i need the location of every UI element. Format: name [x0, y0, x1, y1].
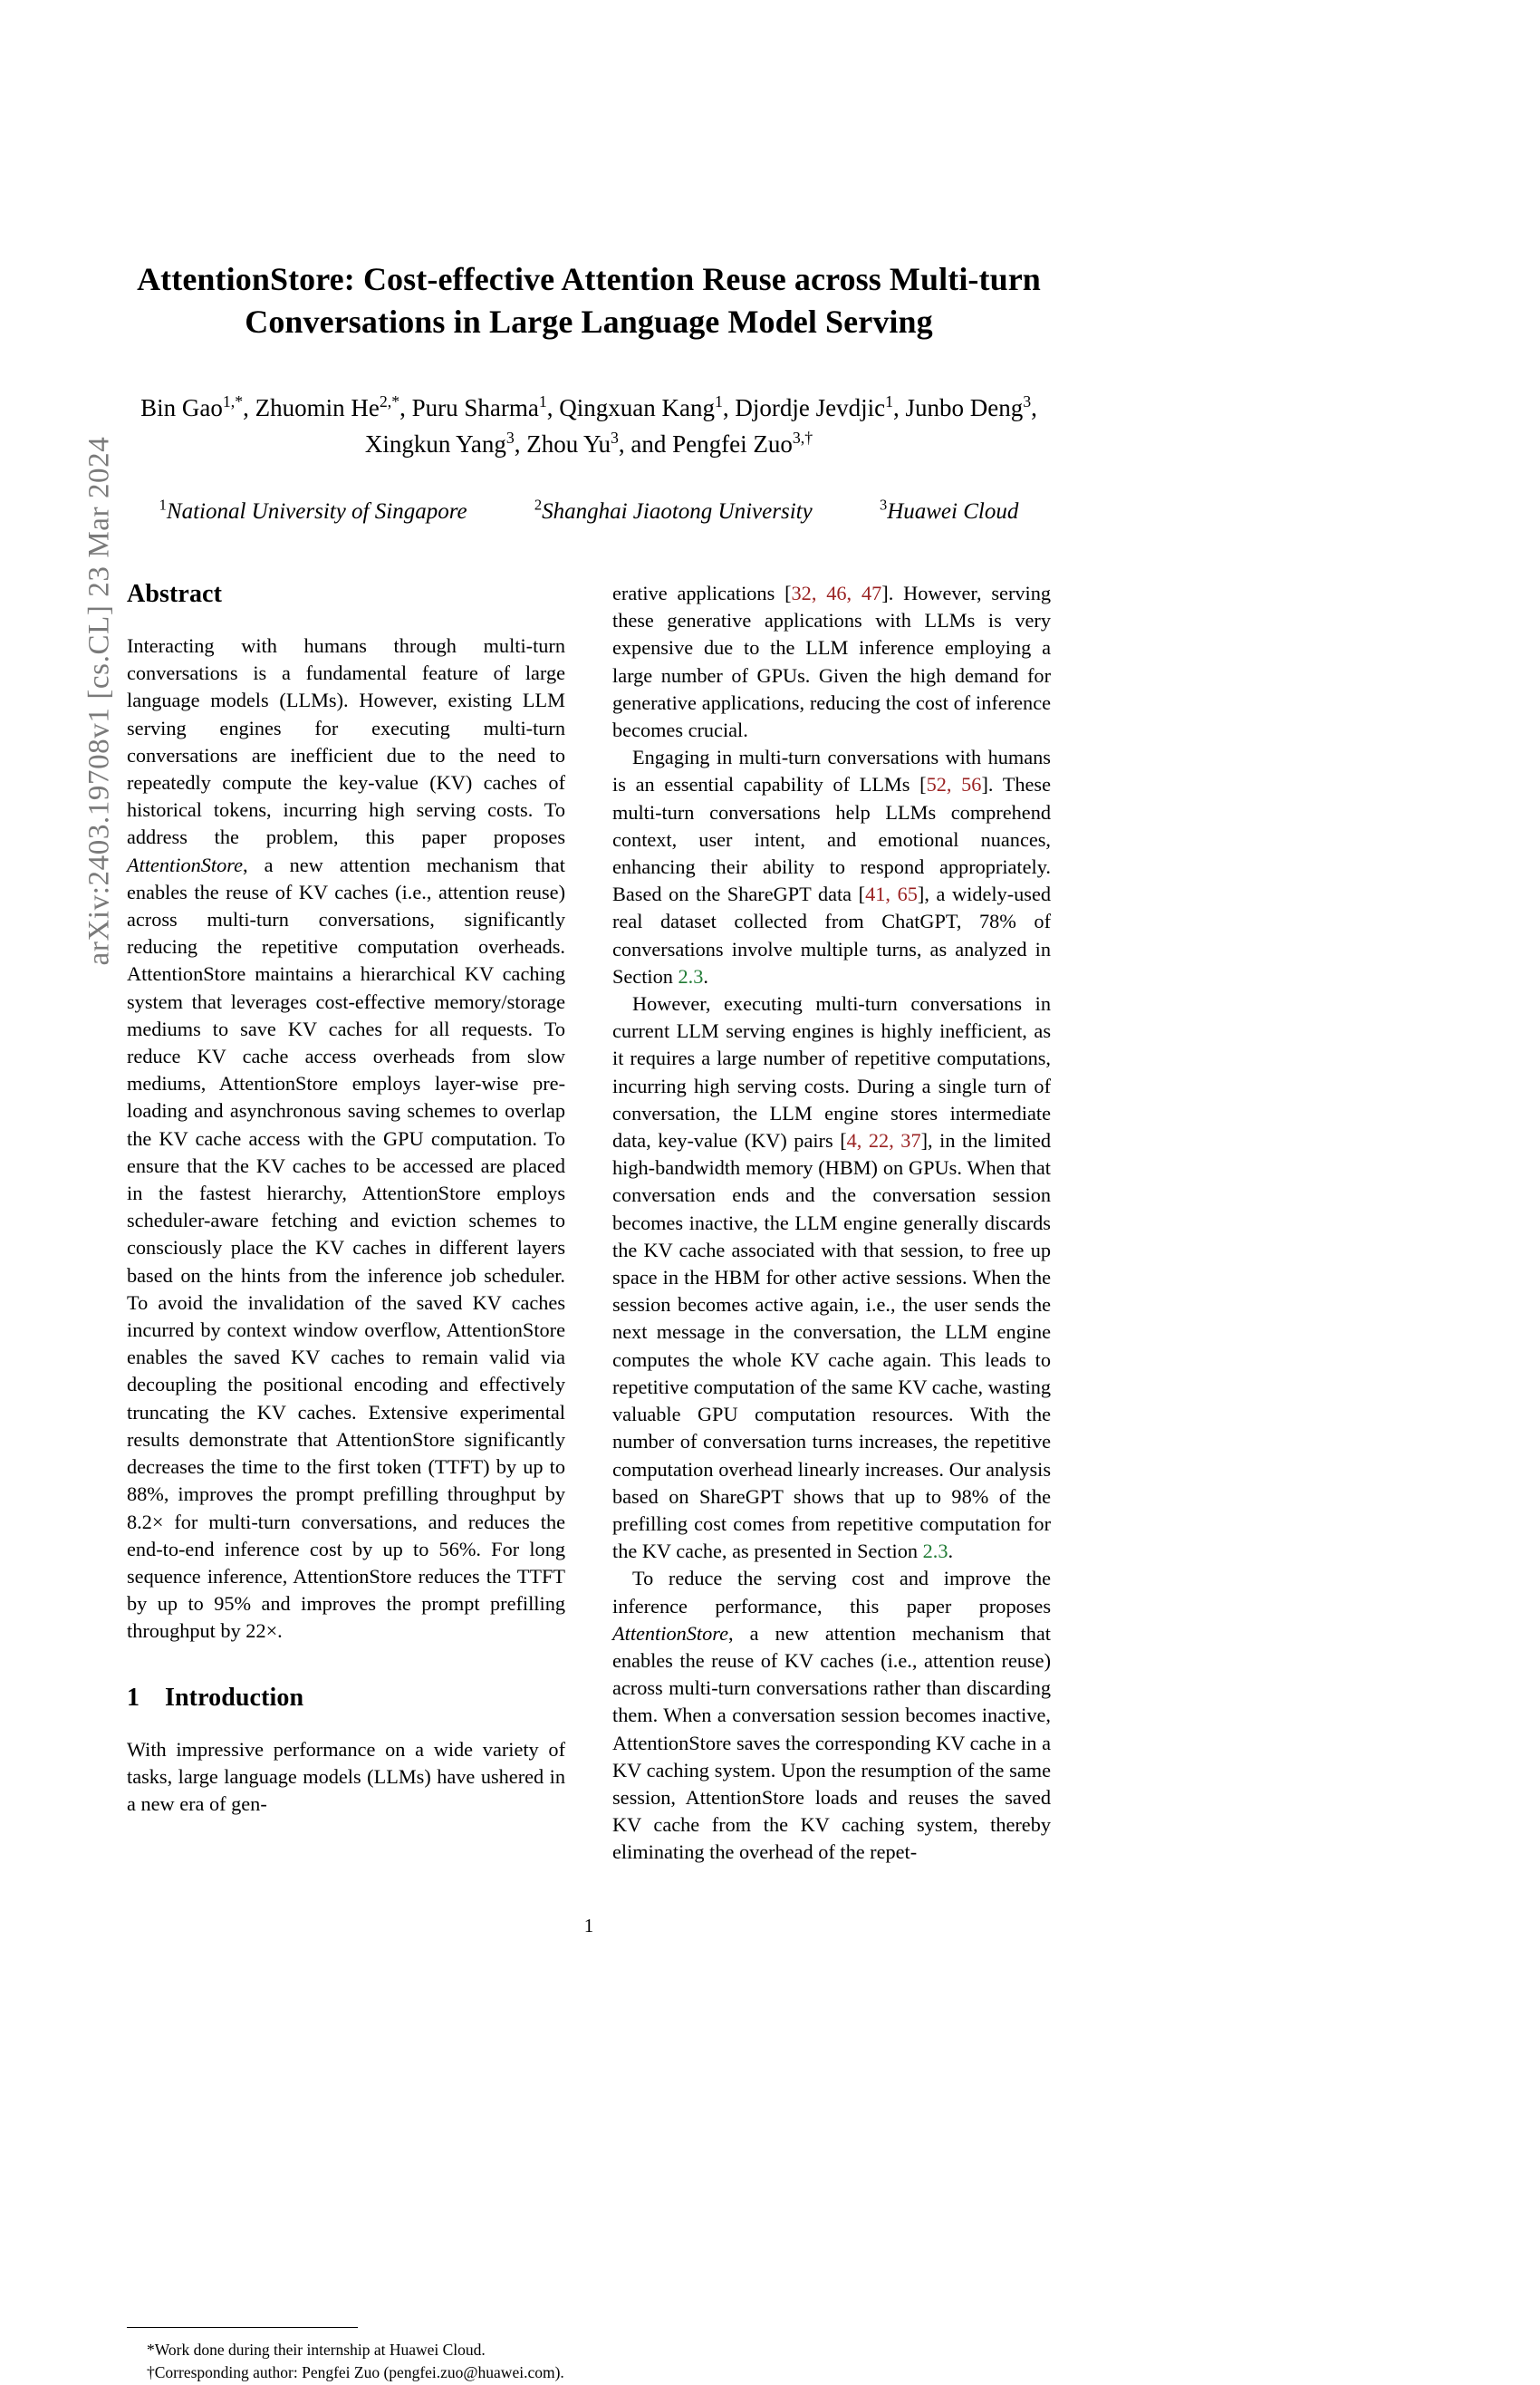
para2-tail: . — [703, 964, 708, 988]
author-name: Qingxuan Kang — [559, 393, 715, 421]
introduction-paragraph-1-right — [612, 580, 1051, 744]
author-line-2: Xingkun Yang$^3$, Zhou Yu$^3$, and Pengfei Zuo$^{3,\dagger}$ — [364, 428, 813, 458]
section-cross-ref[interactable]: 2.3 — [678, 964, 704, 988]
title-block — [127, 0, 1051, 525]
footnote-asterisk: *Work done during their internship at Huawei Cloud. — [147, 2341, 486, 2359]
author-name: Pengfei Zuo — [672, 430, 793, 458]
footnote-dagger: †Corresponding author: Pengfei Zuo (pengfei.zuo@huawei.com). — [147, 2363, 564, 2382]
affiliation-item — [534, 496, 813, 525]
para2-mid: ]. These multi-turn conversations help LLMs comprehend context, user intent, and emotional nuances, enhancing their ability to respond appropriately. Based on the ShareGPT data [ — [612, 773, 1051, 906]
citation-ref: 4, 22, 37 — [846, 1129, 921, 1153]
affiliation-item — [159, 496, 467, 525]
paper-page — [127, 0, 1052, 2382]
affiliation-index: 3 — [879, 496, 888, 514]
section-number: 1 — [127, 1683, 140, 1712]
author-line-1: Bin Gao$^{1,*}$, Zhuomin $He^{2,*}$, Puru Sharma$^1$, Qingxuan Kang$^1$, Djordje Jevdjic$^1$, Junbo Deng$^3$, — [140, 391, 1037, 421]
introduction-paragraph-1-left: With impressive performance on a wide variety of tasks, large language models (LLMs) have ushered in a new era of gen- — [127, 1737, 565, 1815]
author-name: Djordje Jevdjic — [735, 393, 886, 421]
para3-mid: ], in the limited high-bandwidth memory (HBM) on GPUs. When that conversation ends and the conversation session becomes inactive, the LLM engine generally discards the KV cache associated with that session, to free up space in the HBM for other active sessions. When the session becomes active again, i.e., the user sends the next message in the conversation, the LLM engine computes the whole KV cache again. This leads to repetitive computation of the same KV cache, wasting valuable GPU computation resources. With the number of conversation turns increases, the repetitive computation overhead linearly increases. Our analysis based on ShareGPT shows that up to 98% of the prefilling cost comes from repetitive computation for the KV cache, as presented in Section — [612, 1129, 1051, 1563]
citation-ref: 41, 65 — [865, 883, 918, 906]
affiliation-name: National University of Singapore — [166, 498, 467, 524]
author-affiliation-mark: 3 — [505, 428, 515, 447]
author-list — [127, 391, 1051, 463]
affiliation-name: Huawei Cloud — [887, 498, 1019, 524]
abstract-text-lead: Interacting with humans through multi-turn conversations is a fundamental feature of large language models (LLMs). However, existing LLM serving engines for executing multi-turn conversations are inefficient due to the need to repeatedly compute the key-value (KV) caches of historical tokens, incurring high serving costs. To address the problem, this paper proposes — [127, 634, 565, 849]
abstract-text-tail: , a new attention mechanism that enables the reuse of KV caches (i.e., attention reuse) across multi-turn conversations, significantly reducing the repetitive computation overheads. AttentionStore maintains a hierarchical KV caching system that leverages cost-effective memory/storage mediums to save KV caches for all requests. To reduce KV cache access overheads from slow mediums, AttentionStore employs layer-wise pre-loading and asynchronous saving schemes to overlap the KV cache access with the GPU computation. To ensure that the KV caches to be accessed are placed in the fastest hierarchy, AttentionStore employs scheduler-aware fetching and eviction schemes to consciously place the KV caches in different layers based on the hints from the inference job scheduler. To avoid the invalidation of the saved KV caches incurred by context window overflow, AttentionStore enables the saved KV caches to remain valid via decoupling the positional encoding and effectively truncating the KV caches. Extensive experimental results demonstrate that AttentionStore significantly decreases the time to the first token (TTFT) by up to 88%, improves the prompt prefilling throughput by 8.2× for multi-turn conversations, and reduces the end-to-end inference cost by up to 56%. For long sequence inference, AttentionStore reduces the TTFT by up to 95% and improves the prompt prefilling throughput by 22×. — [127, 853, 565, 1643]
author-affiliation-mark: 3 — [611, 428, 619, 447]
arxiv-identifier-stamp: arXiv:2403.19708v1 [cs.CL] 23 Mar 2024 — [82, 436, 116, 966]
affiliation-list — [127, 496, 1051, 525]
author-affiliation-mark: 1 — [885, 391, 893, 410]
affiliation-item — [879, 496, 1019, 525]
author-affiliation-mark: 2,* — [379, 391, 400, 410]
para4-lead: To reduce the serving cost and improve the inference performance, this paper proposes — [612, 1567, 1051, 1617]
author-affiliation-mark: 3,† — [792, 428, 813, 447]
author-name: Zhuomin He — [255, 393, 380, 421]
page-title: AttentionStore: Cost-effective Attention Reuse across Multi-turn Conversations in Large Language Model Serving — [137, 261, 1041, 340]
para2-lead: Engaging in multi-turn conversations with humans is an essential capability of LLMs [ — [612, 746, 1051, 797]
introduction-paragraph-2 — [612, 744, 1051, 990]
citation-ref: 52, 56 — [926, 773, 982, 797]
introduction-paragraph-3 — [612, 990, 1051, 1565]
abstract-paragraph — [127, 632, 565, 1646]
system-name-italic: AttentionStore — [127, 853, 243, 876]
para4-tail: , a new attention mechanism that enables the reuse of KV caches (i.e., attention reuse) across multi-turn conversations rather than discarding them. When a conversation session becomes inactive, AttentionStore saves the corresponding KV cache in a KV caching system. Upon the resumption of the same session, AttentionStore loads and reuses the saved KV cache from the KV caching system, thereby eliminating the overhead of the repet- — [612, 1621, 1051, 1864]
affiliation-index: 2 — [534, 496, 543, 514]
author-affiliation-mark: 1 — [538, 391, 547, 410]
para1-lead: erative applications [ — [612, 582, 792, 604]
affiliation-index: 1 — [159, 496, 167, 514]
para2-mid2: ], a widely-used real dataset collected from ChatGPT, 78% of conversations involve multiple turns, as analyzed in Section — [612, 883, 1051, 988]
para3-tail: . — [948, 1540, 954, 1563]
author-name: Junbo Deng — [905, 393, 1024, 421]
system-name-italic: AttentionStore — [612, 1621, 728, 1645]
page-number: 1 — [583, 1915, 594, 1936]
right-column — [612, 580, 1051, 1867]
author-name: Bin Gao — [140, 393, 223, 421]
author-affiliation-mark: 1 — [714, 391, 723, 410]
section-cross-ref[interactable]: 2.3 — [922, 1540, 948, 1563]
para3-lead: However, executing multi-turn conversations in current LLM serving engines is highly inefficient, as it requires a large number of repetitive computations, incurring high serving costs. During a single turn of conversation, the LLM engine stores intermediate data, key-value (KV) pairs [ — [612, 992, 1051, 1153]
para1-tail: ]. However, serving these generative applications with LLMs is very expensive due to the LLM inference employing a large number of GPUs. Given the high demand for generative applications, reducing the cost of inference becomes crucial. — [612, 582, 1052, 742]
introduction-heading — [127, 1684, 565, 1713]
author-name: Xingkun Yang — [364, 430, 506, 458]
left-column — [127, 580, 565, 2382]
footnote-rule — [127, 2327, 358, 2328]
author-name: Zhou Yu — [526, 430, 611, 458]
author-name: Puru Sharma — [411, 393, 539, 421]
introduction-paragraph-4 — [612, 1565, 1051, 1866]
affiliation-name: Shanghai Jiaotong University — [542, 498, 813, 524]
author-affiliation-mark: 3 — [1023, 391, 1032, 410]
abstract-heading: Abstract — [127, 580, 222, 608]
two-column-body — [127, 580, 1052, 2382]
section-title: Introduction — [165, 1683, 304, 1712]
author-affiliation-mark: 1,* — [222, 391, 244, 410]
citation-ref: 32, 46, 47 — [791, 582, 882, 604]
footnote-area — [127, 2327, 565, 2385]
